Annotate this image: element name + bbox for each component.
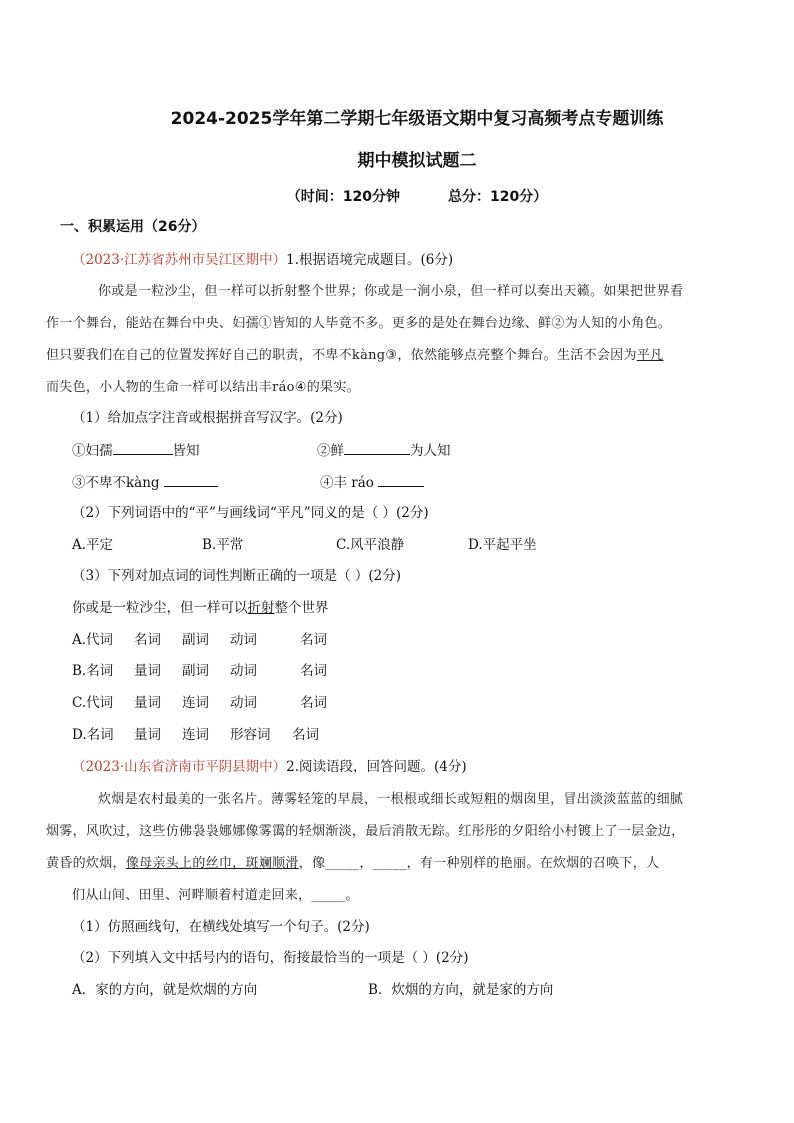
option-label: B.名词 <box>72 663 114 679</box>
q1-passage-line <box>46 340 663 372</box>
option-word: 动词 <box>230 663 257 679</box>
q1-passage <box>46 276 736 404</box>
q1-sub2-options <box>72 535 724 555</box>
q2-passage-line <box>46 848 659 880</box>
q1-stem: 1.根据语境完成题目。(6分) <box>286 252 454 268</box>
answer-blank[interactable] <box>164 472 218 487</box>
answer-blank[interactable] <box>344 440 410 455</box>
q1-sub1-item-b: ②鲜 <box>317 443 344 459</box>
exam-info <box>0 186 794 206</box>
option-word: 动词 <box>230 695 257 711</box>
option-word: 形容词 <box>230 727 271 743</box>
option-word: 名词 <box>300 695 327 711</box>
q2-sub2: （2）下列填入文中括号内的语句，衔接最恰当的一项是（ ）(2分) <box>72 950 469 966</box>
q2-sub1: （1）仿照画线句，在横线处填写一个句子。(2分) <box>72 919 370 935</box>
option-word: 名词 <box>300 663 327 679</box>
q2-passage-line: 炊烟是农村最美的一张名片。薄雾轻笼的早晨，一根根或细长或短粗的烟囱里，冒出淡淡蓝蓝的细腻 <box>98 792 684 807</box>
option-a[interactable]: A．家的方向，就是炊烟的方向 <box>72 982 258 998</box>
option-b[interactable]: B.平常 <box>202 537 244 553</box>
q1-sub1: （1）给加点字注音或根据拼音写汉字。(2分) <box>72 410 343 426</box>
q1-sub1-row2 <box>72 472 724 493</box>
q1-underlined-word: 平凡 <box>636 348 664 363</box>
exam-time: （时间：120分钟 <box>286 189 400 205</box>
q1-sub3-option-c[interactable] <box>72 693 724 713</box>
option-word: 副词 <box>182 632 209 648</box>
q1-sub3-option-b[interactable] <box>72 661 724 681</box>
q2-stem: 2.阅读语段，回答问题。(4分) <box>286 759 467 775</box>
q1-sub2: （2）下列词语中的“平”与画线词“平凡”同义的是（ ）(2分) <box>72 505 429 521</box>
q1-sub1-item-a: ①妇孺 <box>72 443 113 459</box>
q1-passage-line: 而失色，小人物的生命一样可以结出丰ráo④的果实。 <box>46 380 360 395</box>
q2-passage-text-tail: ，像_____，_____，有一种别样的艳丽。在炊烟的召唤下，人 <box>298 856 660 871</box>
option-label: A.代词 <box>72 632 114 648</box>
option-label: D.名词 <box>72 727 114 743</box>
option-word: 连词 <box>182 727 209 743</box>
q1-passage-line: 作一个舞台，能站在舞台中央、妇孺①皆知的人毕竟不多。更多的是处在舞台边缘、鲜②为人知的小角色。 <box>46 316 672 331</box>
q1-sub3-sentence <box>72 598 724 618</box>
exam-total: 总分：120分） <box>448 189 548 205</box>
sentence-underlined: 折射 <box>247 600 275 616</box>
option-word: 动词 <box>230 632 257 648</box>
sentence-text-tail: 整个世界 <box>274 600 329 616</box>
option-word: 名词 <box>292 727 319 743</box>
option-label: C.代词 <box>72 695 114 711</box>
q1-sub1-item-b-tail: 为人知 <box>410 443 451 459</box>
option-word: 量词 <box>134 695 161 711</box>
option-b[interactable]: B．炊烟的方向，就是家的方向 <box>368 982 554 998</box>
q1-sub1-row1 <box>72 440 724 461</box>
q2-passage <box>46 784 736 912</box>
option-d[interactable]: D.平起平坐 <box>468 537 537 553</box>
option-word: 量词 <box>134 727 161 743</box>
q2-source: （2023·山东省济南市平阴县期中） <box>72 759 287 775</box>
exam-subtitle: 期中模拟试题二 <box>357 151 477 171</box>
sentence-text: 你或是一粒沙尘，但一样可以 <box>72 600 248 616</box>
q2-sub2-options <box>72 980 724 1000</box>
answer-blank[interactable] <box>113 440 173 455</box>
q1-sub1-item-a-tail: 皆知 <box>172 443 200 459</box>
option-word: 名词 <box>134 632 161 648</box>
q1-header <box>72 250 724 270</box>
q1-sub3-option-d[interactable] <box>72 725 724 745</box>
q1-sub3: （3）下列对加点词的词性判断正确的一项是（ ）(2分) <box>72 568 402 584</box>
q1-source: （2023·江苏省苏州市吴江区期中） <box>72 252 287 268</box>
option-a[interactable]: A.平定 <box>72 537 114 553</box>
q1-passage-line: 你或是一粒沙尘，但一样可以折射整个世界；你或是一涧小泉，但一样可以奏出天籁。如果把世界看 <box>98 284 684 299</box>
option-word: 名词 <box>300 632 327 648</box>
answer-blank[interactable] <box>378 472 424 487</box>
option-word: 连词 <box>182 695 209 711</box>
section-heading: 一、积累运用（26分） <box>60 219 206 235</box>
q2-header <box>72 757 724 777</box>
q1-sub3-option-a[interactable] <box>72 630 724 650</box>
q1-sub1-item-c: ③不卑不kàng <box>72 475 160 491</box>
exam-title: 2024-2025学年第二学期七年级语文期中复习高频考点专题训练 <box>170 109 664 129</box>
q1-passage-text: 但只要我们在自己的位置发挥好自己的职责，不卑不kàng③，依然能够点亮整个舞台。生活不会因为 <box>46 348 637 363</box>
option-c[interactable]: C.风平浪静 <box>336 537 405 553</box>
option-word: 量词 <box>134 663 161 679</box>
q1-sub1-item-d: ④丰 ráo <box>320 475 374 491</box>
q2-passage-line: 们从山间、田里、河畔顺着村道走回来，_____。 <box>72 888 359 903</box>
option-word: 副词 <box>182 663 209 679</box>
q2-passage-text: 黄昏的炊烟， <box>46 856 126 871</box>
q2-passage-line: 烟雾，风吹过，这些仿佛袅袅娜娜像雾霭的轻烟渐淡，最后消散无踪。红彤彤的夕阳给小村镀上了一层金边， <box>46 824 685 839</box>
q2-underlined-sentence: 像母亲头上的丝巾，斑斓顺滑 <box>125 856 299 871</box>
